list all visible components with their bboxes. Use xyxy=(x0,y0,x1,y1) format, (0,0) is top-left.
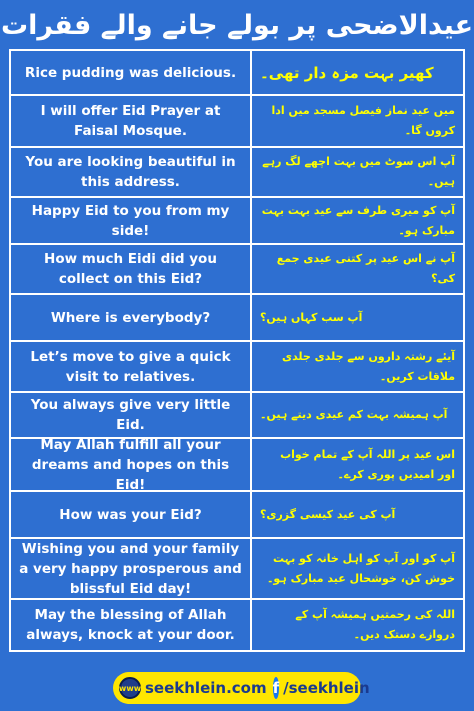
english-phrase: You are looking beautiful in this address. xyxy=(11,148,252,196)
footer-banner xyxy=(113,672,370,704)
english-phrase: May the blessing of Allah always, knock at your door. xyxy=(11,600,252,650)
urdu-phrase: آپ نے اس عید پر کتنی عیدی جمع کی؟ xyxy=(276,252,455,285)
english-phrase: Wishing you and your family a very happy prosperous and blissful Eid day! xyxy=(11,539,252,598)
table-row xyxy=(11,436,463,493)
globe-icon: www xyxy=(119,677,141,699)
english-phrase: You always give very little Eid. xyxy=(11,393,252,437)
english-phrase: How much Eidi did you collect on this Eid? xyxy=(11,245,252,293)
urdu-phrase: آپ کو میری طرف سے عید بہت بہت مبارک ہو۔ xyxy=(261,203,455,237)
urdu-phrase: اس عید پر اللہ آپ کے تمام خواب اور امیدیں پوری کرے۔ xyxy=(280,447,455,481)
page-title: عیدالاضحی پر بولے جانے والے فقرات xyxy=(0,10,474,41)
english-phrase: Where is everybody? xyxy=(11,295,252,340)
table-row xyxy=(11,492,463,539)
english-phrase: I will offer Eid Prayer at Faisal Mosque. xyxy=(11,96,252,146)
english-phrase: How was your Eid? xyxy=(11,492,252,537)
urdu-phrase: آپ ہمیشہ بہت کم عیدی دیتے ہیں۔ xyxy=(260,408,448,421)
table-row xyxy=(11,295,463,342)
table-row xyxy=(11,342,463,393)
urdu-phrase: آپ اس سوٹ میں بہت اچھے لگ رہے ہیں۔ xyxy=(262,155,455,188)
table-row xyxy=(11,600,463,650)
phrase-table xyxy=(9,49,465,652)
urdu-phrase: آپ سب کہاں ہیں؟ xyxy=(260,310,363,324)
facebook-handle[interactable]: /seekhlein xyxy=(283,679,370,697)
table-row xyxy=(11,96,463,148)
facebook-icon[interactable]: f xyxy=(272,679,280,697)
table-row xyxy=(11,539,463,600)
urdu-phrase: آپ کو اور آپ کو اہل خانہ کو بہت خوش کن، خوشحال عید مبارک ہو۔ xyxy=(266,551,455,585)
english-phrase: May Allah fulfill all your dreams and hopes on this Eid! xyxy=(11,439,252,490)
urdu-phrase: اللہ کی رحمتیں ہمیشہ آپ کے دروازے دستک دیں۔ xyxy=(295,608,455,641)
urdu-phrase: آیئے رشتہ داروں سے جلدی جلدی ملاقات کریں۔ xyxy=(281,349,455,383)
urdu-phrase: میں عید نماز فیصل مسجد میں ادا کروں گا۔ xyxy=(271,104,455,137)
website-link[interactable]: seekhlein.com xyxy=(145,679,267,697)
urdu-phrase: کھیر بہت مزہ دار تھی۔ xyxy=(260,63,434,82)
english-phrase: Happy Eid to you from my side! xyxy=(11,198,252,243)
urdu-phrase: آپ کی عید کیسی گزری؟ xyxy=(260,507,396,521)
table-row xyxy=(11,393,463,439)
english-phrase: Rice pudding was delicious. xyxy=(11,51,252,94)
table-row xyxy=(11,148,463,198)
english-phrase: Let’s move to give a quick visit to relatives. xyxy=(11,342,252,391)
table-row xyxy=(11,51,463,96)
table-row xyxy=(11,198,463,245)
table-row xyxy=(11,245,463,295)
